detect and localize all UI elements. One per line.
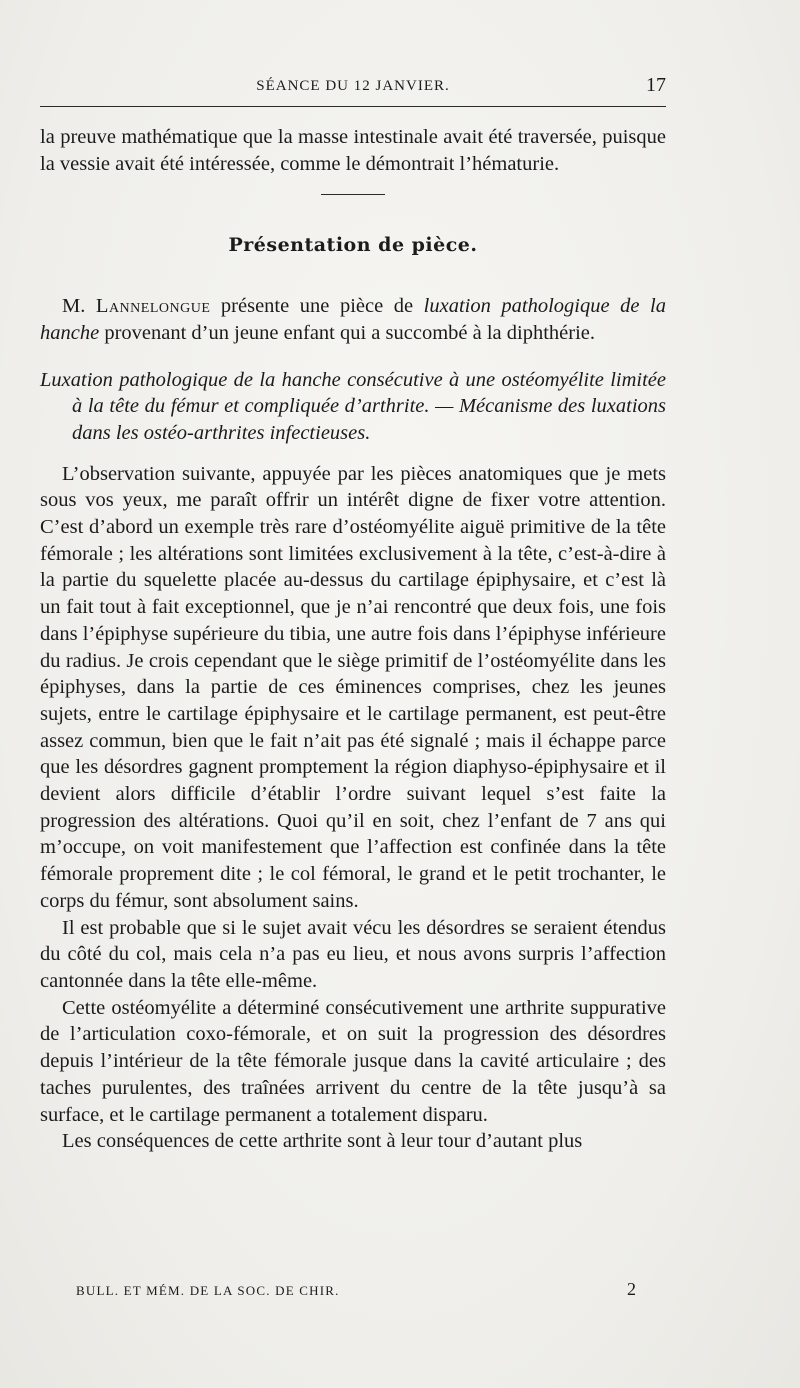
sheet-number: 2 [627, 1279, 636, 1299]
paragraph-6: Les conséquences de cette arthrite sont à leur tour d’autant plus [62, 1130, 583, 1153]
article-heading: Luxation pathologique de la hanche consécutive à une ostéomyélite limitée à la tête du fémur et compliquée d’arthrite. — Mécanisme des luxations dans les ostéo-arthrites infectieuses. [40, 368, 666, 444]
paragraph-2 [40, 293, 666, 346]
p2-italic: luxation pathologique de la hanche [40, 295, 666, 344]
section-divider [321, 194, 385, 195]
paragraph-1: la preuve mathématique que la masse intestinale avait été traversée, puisque la vessie avait été intéressée, comme le démontrait l’hématurie. [40, 126, 666, 175]
page-footer [76, 1279, 636, 1303]
paragraph-3: L’observation suivante, appuyée par les pièces anatomiques que je mets sous vos yeux, me paraît offrir un intérêt digne de fixer votre attention. C’est d’abord un exemple très rare d’ostéomyélite aiguë primitive de la tête fémorale ; les altérations sont limitées exclusivement à la tête, c’est-à-dire à la partie du squelette placée au-dessus du cartilage épiphysaire, et c’est là un fait tout à fait exceptionnel, que je n’ai rencontré que deux fois, une fois dans l’épiphyse supérieure du tibia, une autre fois dans l’épiphyse inférieure du radius. Je crois cependant que le siège primitif de l’ostéomyélite dans les épiphyses, dans la partie de ces éminences comprises, chez les jeunes sujets, entre le cartilage épiphysaire et le cartilage permanent, est peut-être assez commun, bien que le fait n’ait pas été signalé ; mais il échappe parce que les désordres gagnent promptement la région diaphyso-épiphysaire et il devient alors difficile d’établir l’ordre suivant lequel s’est faite la progression des altérations. Quoi qu’il en soit, chez l’enfant de 7 ans qui m’occupe, on voit manifestement que l’affection est confinée dans la tête fémorale proprement dite ; le col fémoral, le grand et le petit trochanter, le corps du fémur, sont absolument sains. [40, 462, 666, 912]
footer-signature: BULL. ET MÉM. DE LA SOC. DE CHIR. [76, 1283, 340, 1298]
page-header [40, 74, 666, 104]
p2-prefix: M. [62, 295, 96, 318]
running-title: SÉANCE DU 12 JANVIER. [256, 78, 450, 94]
section-title: Présentation de pièce. [228, 234, 478, 257]
page-body [40, 124, 666, 1155]
author-name: Lannelongue [95, 295, 211, 318]
p2-mid: présente une pièce de [210, 295, 424, 318]
paragraph-5: Cette ostéomyélite a déterminé consécutivement une arthrite suppurative de l’articulation coxo-fémorale, et on suit la progression des désordres depuis l’intérieur de la tête fémorale jusque dans la cavité articulaire ; des taches purulentes, des traînées arrivent du centre de la tête jusqu’à sa surface, et le cartilage permanent a totalement disparu. [40, 996, 666, 1126]
p2-suffix: provenant d’un jeune enfant qui a succombé à la diphthérie. [99, 321, 596, 344]
paragraph-4: Il est probable que si le sujet avait vécu les désordres se seraient étendus du côté du col, mais cela n’a pas eu lieu, et nous avons surpris l’affection cantonnée dans la tête elle-même. [40, 916, 666, 992]
header-rule [40, 106, 666, 107]
page-number: 17 [646, 74, 666, 96]
